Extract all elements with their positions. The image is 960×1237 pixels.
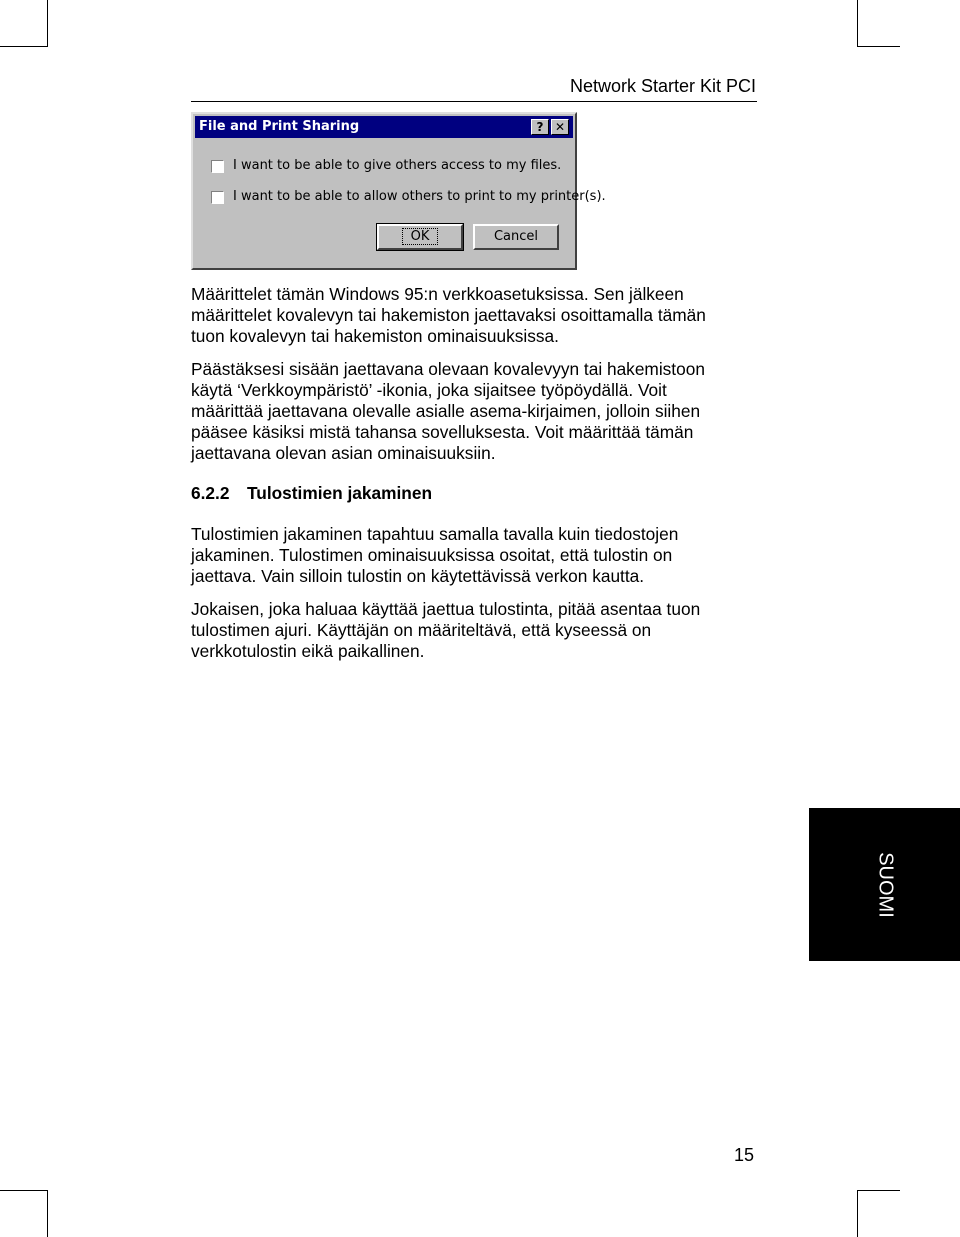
share-printers-checkbox[interactable] bbox=[211, 191, 224, 204]
cancel-button[interactable] bbox=[473, 224, 559, 250]
close-button[interactable]: ✕ bbox=[551, 119, 569, 135]
dialog-title: File and Print Sharing bbox=[199, 119, 360, 134]
paragraph-3 bbox=[191, 524, 736, 587]
dialog-titlebar bbox=[195, 116, 573, 138]
share-files-label: I want to be able to give others access to my files. bbox=[233, 158, 562, 173]
language-tab bbox=[809, 808, 960, 961]
header-rule bbox=[191, 101, 757, 102]
section-number: 6.2.2 bbox=[191, 483, 230, 503]
section-title: Tulostimien jakaminen bbox=[247, 483, 433, 503]
section-heading bbox=[191, 483, 432, 504]
paragraph-1 bbox=[191, 284, 736, 347]
ok-button[interactable] bbox=[377, 224, 463, 250]
paragraph-text: Määrittelet tämän Windows 95:n verkkoasetuksissa. Sen jälkeen määrittelet kovalevyn tai hakemiston jaettavaksi osoittamalla tämän tuon kovalevyn tai hakemiston ominaisuuksissa. bbox=[191, 284, 706, 346]
running-header: Network Starter Kit PCI bbox=[569, 76, 756, 96]
paragraph-text: Päästäksesi sisään jaettavana olevaan kovalevyyn tai hakemistoon käytä ‘Verkkoympäristö’ -ikonia, joka sijaitsee työpöydällä. Voit määrittää jaettavana olevalle asialle asema-kirjaimen, jolloin siihen pääsee käsiksi mistä tahansa sovelluksesta. Voit määrittää tämän jaettavana olevan asian ominaisuuksiin. bbox=[191, 359, 705, 463]
paragraph-2 bbox=[191, 359, 736, 464]
paragraph-text: Tulostimien jakaminen tapahtuu samalla tavalla kuin tiedostojen jakaminen. Tulostimen ominaisuuksissa osoitat, että tulostin on jaettava. Vain silloin tulostin on käytettävissä verkon kautta. bbox=[191, 524, 679, 586]
share-printers-label: I want to be able to allow others to print to my printer(s). bbox=[233, 189, 606, 204]
paragraph-text: Jokaisen, joka haluaa käyttää jaettua tulostinta, pitää asentaa tuon tulostimen ajuri. Käyttäjän on määriteltävä, että kyseessä on verkkotulostin eikä paikallinen. bbox=[191, 599, 701, 661]
help-button[interactable]: ? bbox=[531, 119, 549, 135]
language-tab-label: SUOMI bbox=[874, 851, 896, 918]
share-files-checkbox[interactable] bbox=[211, 160, 224, 173]
cancel-button-label: Cancel bbox=[493, 229, 539, 244]
page-number: 15 bbox=[734, 1145, 755, 1165]
paragraph-4 bbox=[191, 599, 736, 662]
file-print-sharing-dialog bbox=[191, 112, 606, 270]
ok-button-label: OK bbox=[402, 228, 439, 245]
